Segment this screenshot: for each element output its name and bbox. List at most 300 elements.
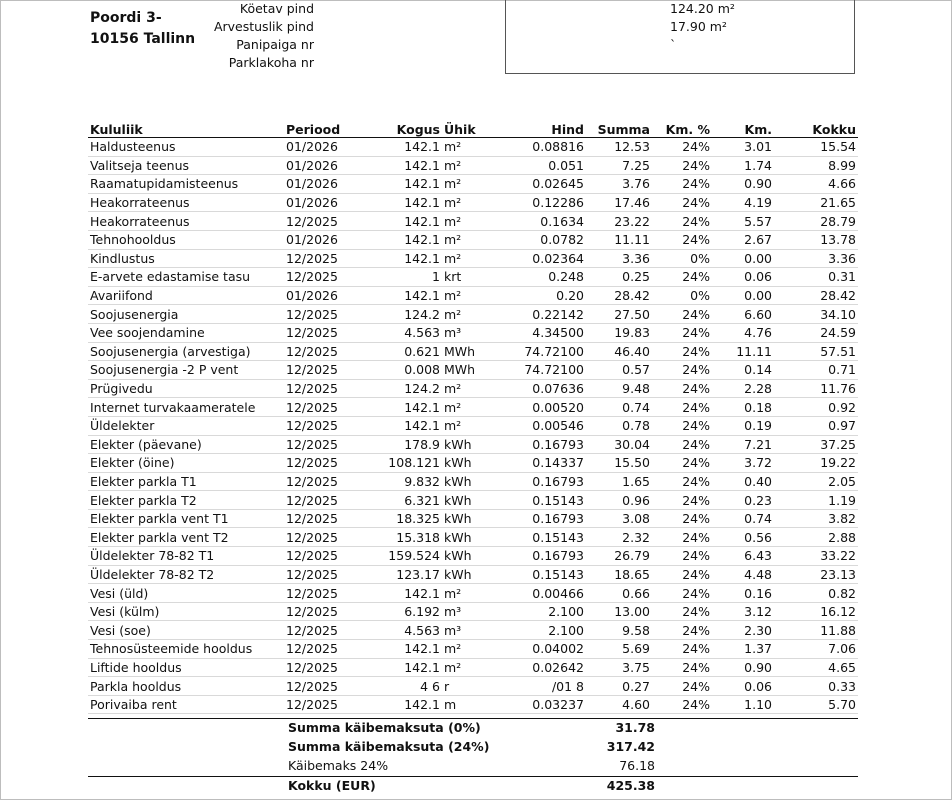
cell-unit: m² [442,249,498,268]
cell-quantity: 142.1 [370,230,442,249]
cell-sum: 11.11 [586,230,652,249]
cell-vat-pct: 24% [652,435,712,454]
cell-unit: m² [442,379,498,398]
cell-vat: 0.06 [712,268,774,287]
table-row [88,621,858,640]
cell-vat-pct: 24% [652,528,712,547]
cell-unit: m² [442,175,498,194]
cell-period: 12/2025 [284,435,370,454]
cell-vat: 2.30 [712,621,774,640]
header-vat: Km. [712,122,774,138]
cell-total: 23.13 [774,565,858,584]
cell-total: 33.22 [774,547,858,566]
cell-sum: 1.65 [586,472,652,491]
cell-total: 4.66 [774,175,858,194]
cell-cost-type: Heakorrateenus [88,212,284,231]
summary-vat0: Summa käibemaksuta (0%) 31.78 [288,720,655,735]
cell-unit: kWh [442,528,498,547]
cell-unit: m² [442,193,498,212]
cell-price: 0.20 [498,286,586,305]
cell-total: 4.65 [774,658,858,677]
table-row [88,323,858,342]
cell-vat-pct: 24% [652,156,712,175]
cell-unit: m² [442,658,498,677]
table-row [88,584,858,603]
cell-vat-pct: 24% [652,175,712,194]
cell-total: 15.54 [774,138,858,157]
cell-price: 0.12286 [498,193,586,212]
cell-period: 12/2025 [284,565,370,584]
cell-period: 12/2025 [284,472,370,491]
cell-period: 01/2026 [284,230,370,249]
cell-period: 12/2025 [284,547,370,566]
cell-period: 12/2025 [284,658,370,677]
cell-vat-pct: 24% [652,584,712,603]
table-row [88,435,858,454]
cell-sum: 3.75 [586,658,652,677]
cell-vat-pct: 24% [652,454,712,473]
table-header [88,122,858,138]
cell-quantity: 123.17 [370,565,442,584]
cell-vat: 3.72 [712,454,774,473]
table-row [88,212,858,231]
table-row [88,286,858,305]
cell-vat-pct: 24% [652,621,712,640]
cell-price: 0.16793 [498,547,586,566]
cell-total: 2.88 [774,528,858,547]
table-row [88,193,858,212]
cell-period: 01/2026 [284,138,370,157]
cell-cost-type: Liftide hooldus [88,658,284,677]
cell-cost-type: Elekter (päevane) [88,435,284,454]
cell-cost-type: Soojusenergia -2 P vent [88,361,284,380]
cell-sum: 0.27 [586,677,652,696]
cell-period: 12/2025 [284,695,370,714]
cell-cost-type: Soojusenergia (arvestiga) [88,342,284,361]
cell-vat-pct: 24% [652,695,712,714]
summary-divider-top [88,718,858,719]
cell-period: 01/2026 [284,175,370,194]
cell-unit: m² [442,138,498,157]
cell-cost-type: Porivaiba rent [88,695,284,714]
cell-quantity: 108.121 [370,454,442,473]
cell-total: 11.88 [774,621,858,640]
cell-vat: 6.60 [712,305,774,324]
cell-vat: 3.12 [712,602,774,621]
cell-quantity: 0.621 [370,342,442,361]
cell-price: 2.100 [498,602,586,621]
cell-price: 0.051 [498,156,586,175]
table-row [88,491,858,510]
cell-sum: 13.00 [586,602,652,621]
cell-period: 12/2025 [284,379,370,398]
cell-vat: 0.40 [712,472,774,491]
cell-sum: 46.40 [586,342,652,361]
cell-vat: 1.74 [712,156,774,175]
summary-vat-amount: Käibemaks 24% 76.18 [288,758,655,773]
charges-table [88,122,858,714]
table-row [88,640,858,659]
cell-vat: 2.28 [712,379,774,398]
cell-vat-pct: 24% [652,398,712,417]
cell-sum: 3.76 [586,175,652,194]
cell-vat: 6.43 [712,547,774,566]
cell-sum: 19.83 [586,323,652,342]
property-info-box: Köetav pind 124.20 m² Arvestuslik pind 17.90 m² Panipaiga nr ` Parklakoha nr [505,0,855,74]
cell-cost-type: Üldelekter 78-82 T2 [88,565,284,584]
cell-total: 0.33 [774,677,858,696]
cell-quantity: 1 [370,268,442,287]
header-price: Hind [498,122,586,138]
table-row [88,454,858,473]
cell-unit: m² [442,584,498,603]
cell-price: 0.16793 [498,472,586,491]
cell-price: 0.0782 [498,230,586,249]
cell-sum: 0.96 [586,491,652,510]
cell-period: 12/2025 [284,342,370,361]
table-row [88,379,858,398]
table-row [88,268,858,287]
cell-quantity: 142.1 [370,212,442,231]
cell-total: 21.65 [774,193,858,212]
cell-vat-pct: 24% [652,230,712,249]
cell-price: 74.72100 [498,361,586,380]
cell-price: 0.00546 [498,416,586,435]
cell-sum: 2.32 [586,528,652,547]
cell-price: 0.02645 [498,175,586,194]
table-row [88,361,858,380]
table-row [88,472,858,491]
cell-cost-type: Vesi (üld) [88,584,284,603]
cell-vat: 5.57 [712,212,774,231]
cell-quantity: 159.524 [370,547,442,566]
cell-sum: 18.65 [586,565,652,584]
cell-total: 28.79 [774,212,858,231]
cell-price: 0.16793 [498,435,586,454]
cell-cost-type: Prügivedu [88,379,284,398]
cell-price: 0.03237 [498,695,586,714]
cell-price: 0.22142 [498,305,586,324]
cell-total: 28.42 [774,286,858,305]
cell-unit: m² [442,286,498,305]
cell-vat-pct: 24% [652,658,712,677]
table-row [88,658,858,677]
cell-total: 0.31 [774,268,858,287]
header-sum: Summa [586,122,652,138]
cell-vat: 4.19 [712,193,774,212]
cell-price: 0.248 [498,268,586,287]
table-row [88,547,858,566]
cell-period: 01/2026 [284,156,370,175]
cell-cost-type: Tehnohooldus [88,230,284,249]
cell-sum: 15.50 [586,454,652,473]
summary-divider-bottom [88,776,858,777]
cell-cost-type: Soojusenergia [88,305,284,324]
cell-unit: kWh [442,472,498,491]
header-period: Periood [284,122,370,138]
cell-vat-pct: 24% [652,677,712,696]
cell-sum: 0.78 [586,416,652,435]
cell-price: 4.34500 [498,323,586,342]
cell-cost-type: Elekter parkla vent T1 [88,509,284,528]
cell-quantity: 142.1 [370,640,442,659]
cell-vat-pct: 24% [652,491,712,510]
cell-sum: 23.22 [586,212,652,231]
cell-vat-pct: 24% [652,323,712,342]
cell-sum: 7.25 [586,156,652,175]
summary-total: Kokku (EUR) 425.38 [288,778,655,793]
cell-period: 12/2025 [284,528,370,547]
cell-total: 3.82 [774,509,858,528]
cell-quantity: 124.2 [370,305,442,324]
address-block [90,8,195,50]
cell-vat-pct: 24% [652,361,712,380]
cell-quantity: 18.325 [370,509,442,528]
cell-vat-pct: 24% [652,602,712,621]
cell-vat: 0.74 [712,509,774,528]
cell-period: 12/2025 [284,268,370,287]
cell-cost-type: E-arvete edastamise tasu [88,268,284,287]
cell-total: 7.06 [774,640,858,659]
cell-cost-type: Haldusteenus [88,138,284,157]
cell-quantity: 142.1 [370,249,442,268]
table-row [88,509,858,528]
cell-quantity: 142.1 [370,584,442,603]
cell-unit: kWh [442,547,498,566]
cell-total: 0.71 [774,361,858,380]
cell-quantity: 142.1 [370,416,442,435]
cell-period: 01/2026 [284,193,370,212]
table-row [88,175,858,194]
table-row [88,565,858,584]
cell-unit: m [442,695,498,714]
cell-price: 0.02364 [498,249,586,268]
cell-vat-pct: 24% [652,305,712,324]
cell-quantity: 142.1 [370,193,442,212]
cell-period: 01/2026 [284,286,370,305]
cell-period: 12/2025 [284,398,370,417]
cell-total: 3.36 [774,249,858,268]
cell-sum: 0.57 [586,361,652,380]
cell-vat: 0.19 [712,416,774,435]
cell-vat: 3.01 [712,138,774,157]
cell-cost-type: Raamatupidamisteenus [88,175,284,194]
cell-vat: 0.56 [712,528,774,547]
cell-period: 12/2025 [284,305,370,324]
cell-unit: m² [442,398,498,417]
cell-price: 0.1634 [498,212,586,231]
cell-vat: 1.37 [712,640,774,659]
cell-price: 0.08816 [498,138,586,157]
cell-unit: m² [442,640,498,659]
cell-vat: 0.06 [712,677,774,696]
cell-vat-pct: 24% [652,268,712,287]
cell-total: 8.99 [774,156,858,175]
cell-quantity: 4 6 [370,677,442,696]
cell-price: 0.07636 [498,379,586,398]
cell-quantity: 6.192 [370,602,442,621]
cell-vat: 7.21 [712,435,774,454]
cell-total: 2.05 [774,472,858,491]
cell-cost-type: Internet turvakaameratele [88,398,284,417]
cell-vat-pct: 24% [652,138,712,157]
cell-sum: 0.25 [586,268,652,287]
cell-cost-type: Vesi (külm) [88,602,284,621]
cell-vat-pct: 24% [652,640,712,659]
cell-vat: 1.10 [712,695,774,714]
cell-cost-type: Elekter parkla T2 [88,491,284,510]
cell-sum: 30.04 [586,435,652,454]
header-vat-pct: Km. % [652,122,712,138]
cell-price: 0.02642 [498,658,586,677]
cell-sum: 9.58 [586,621,652,640]
cell-unit: MWh [442,342,498,361]
cell-unit: m² [442,212,498,231]
header-unit: Ühik [442,122,498,138]
cell-vat-pct: 0% [652,249,712,268]
cell-quantity: 142.1 [370,286,442,305]
table-row [88,528,858,547]
cell-vat: 2.67 [712,230,774,249]
cell-quantity: 142.1 [370,658,442,677]
cell-vat-pct: 24% [652,547,712,566]
cell-total: 0.82 [774,584,858,603]
cell-total: 19.22 [774,454,858,473]
cell-vat: 11.11 [712,342,774,361]
cell-price: 0.15143 [498,491,586,510]
cell-period: 12/2025 [284,212,370,231]
cell-cost-type: Elekter parkla T1 [88,472,284,491]
cell-quantity: 124.2 [370,379,442,398]
cell-vat-pct: 24% [652,472,712,491]
cell-cost-type: Tehnosüsteemide hooldus [88,640,284,659]
table-row [88,695,858,714]
cell-vat-pct: 24% [652,193,712,212]
cell-cost-type: Vesi (soe) [88,621,284,640]
cell-quantity: 178.9 [370,435,442,454]
cell-vat-pct: 24% [652,416,712,435]
cell-period: 12/2025 [284,323,370,342]
cell-unit: m² [442,305,498,324]
cell-cost-type: Üldelekter [88,416,284,435]
table-row [88,138,858,157]
cell-sum: 3.08 [586,509,652,528]
cell-period: 12/2025 [284,509,370,528]
cell-quantity: 6.321 [370,491,442,510]
cell-unit: m² [442,416,498,435]
cell-period: 12/2025 [284,361,370,380]
cell-sum: 26.79 [586,547,652,566]
cell-total: 13.78 [774,230,858,249]
table-row [88,342,858,361]
cell-total: 57.51 [774,342,858,361]
cell-quantity: 142.1 [370,695,442,714]
table-row [88,249,858,268]
cell-period: 12/2025 [284,621,370,640]
cell-sum: 17.46 [586,193,652,212]
cell-vat-pct: 24% [652,342,712,361]
cell-cost-type: Avariifond [88,286,284,305]
cell-cost-type: Vee soojendamine [88,323,284,342]
cell-unit: m² [442,230,498,249]
cell-total: 0.92 [774,398,858,417]
cell-price: 0.15143 [498,565,586,584]
cell-period: 12/2025 [284,491,370,510]
cell-price: 74.72100 [498,342,586,361]
cell-quantity: 142.1 [370,156,442,175]
cell-sum: 9.48 [586,379,652,398]
summary-vat24: Summa käibemaksuta (24%) 317.42 [288,739,655,754]
cell-quantity: 0.008 [370,361,442,380]
cell-unit: m³ [442,602,498,621]
table-row [88,602,858,621]
cell-quantity: 15.318 [370,528,442,547]
cell-vat: 0.14 [712,361,774,380]
cell-unit: kWh [442,509,498,528]
cell-period: 12/2025 [284,249,370,268]
address-street: Poordi 3- [90,10,162,26]
cell-sum: 3.36 [586,249,652,268]
cell-vat: 0.90 [712,658,774,677]
cell-period: 12/2025 [284,584,370,603]
cell-period: 12/2025 [284,416,370,435]
cell-sum: 4.60 [586,695,652,714]
cell-sum: 5.69 [586,640,652,659]
cell-period: 12/2025 [284,640,370,659]
cell-total: 24.59 [774,323,858,342]
cell-total: 5.70 [774,695,858,714]
cell-sum: 28.42 [586,286,652,305]
cell-vat: 4.76 [712,323,774,342]
cell-total: 37.25 [774,435,858,454]
cell-unit: kWh [442,435,498,454]
cell-quantity: 142.1 [370,175,442,194]
cell-cost-type: Kindlustus [88,249,284,268]
cell-cost-type: Elekter parkla vent T2 [88,528,284,547]
cell-period: 12/2025 [284,454,370,473]
cell-vat-pct: 24% [652,509,712,528]
address-city: 10156 Tallinn [90,31,196,47]
cell-cost-type: Üldelekter 78-82 T1 [88,547,284,566]
cell-price: 0.00520 [498,398,586,417]
cell-price: 0.00466 [498,584,586,603]
cell-vat-pct: 24% [652,212,712,231]
cell-unit: r [442,677,498,696]
cell-period: 12/2025 [284,602,370,621]
cell-price: /01 8 [498,677,586,696]
cell-sum: 27.50 [586,305,652,324]
cell-total: 11.76 [774,379,858,398]
table-row [88,156,858,175]
cell-quantity: 9.832 [370,472,442,491]
table-row [88,677,858,696]
cell-unit: MWh [442,361,498,380]
header-total: Kokku [774,122,858,138]
cell-unit: m³ [442,323,498,342]
cell-sum: 0.74 [586,398,652,417]
cell-cost-type: Valitseja teenus [88,156,284,175]
cell-unit: kWh [442,454,498,473]
cell-price: 0.15143 [498,528,586,547]
cell-quantity: 142.1 [370,398,442,417]
cell-cost-type: Elekter (öine) [88,454,284,473]
cell-period: 12/2025 [284,677,370,696]
table-row [88,398,858,417]
cell-unit: krt [442,268,498,287]
header-quantity: Kogus [370,122,442,138]
cell-sum: 0.66 [586,584,652,603]
cell-vat: 0.90 [712,175,774,194]
